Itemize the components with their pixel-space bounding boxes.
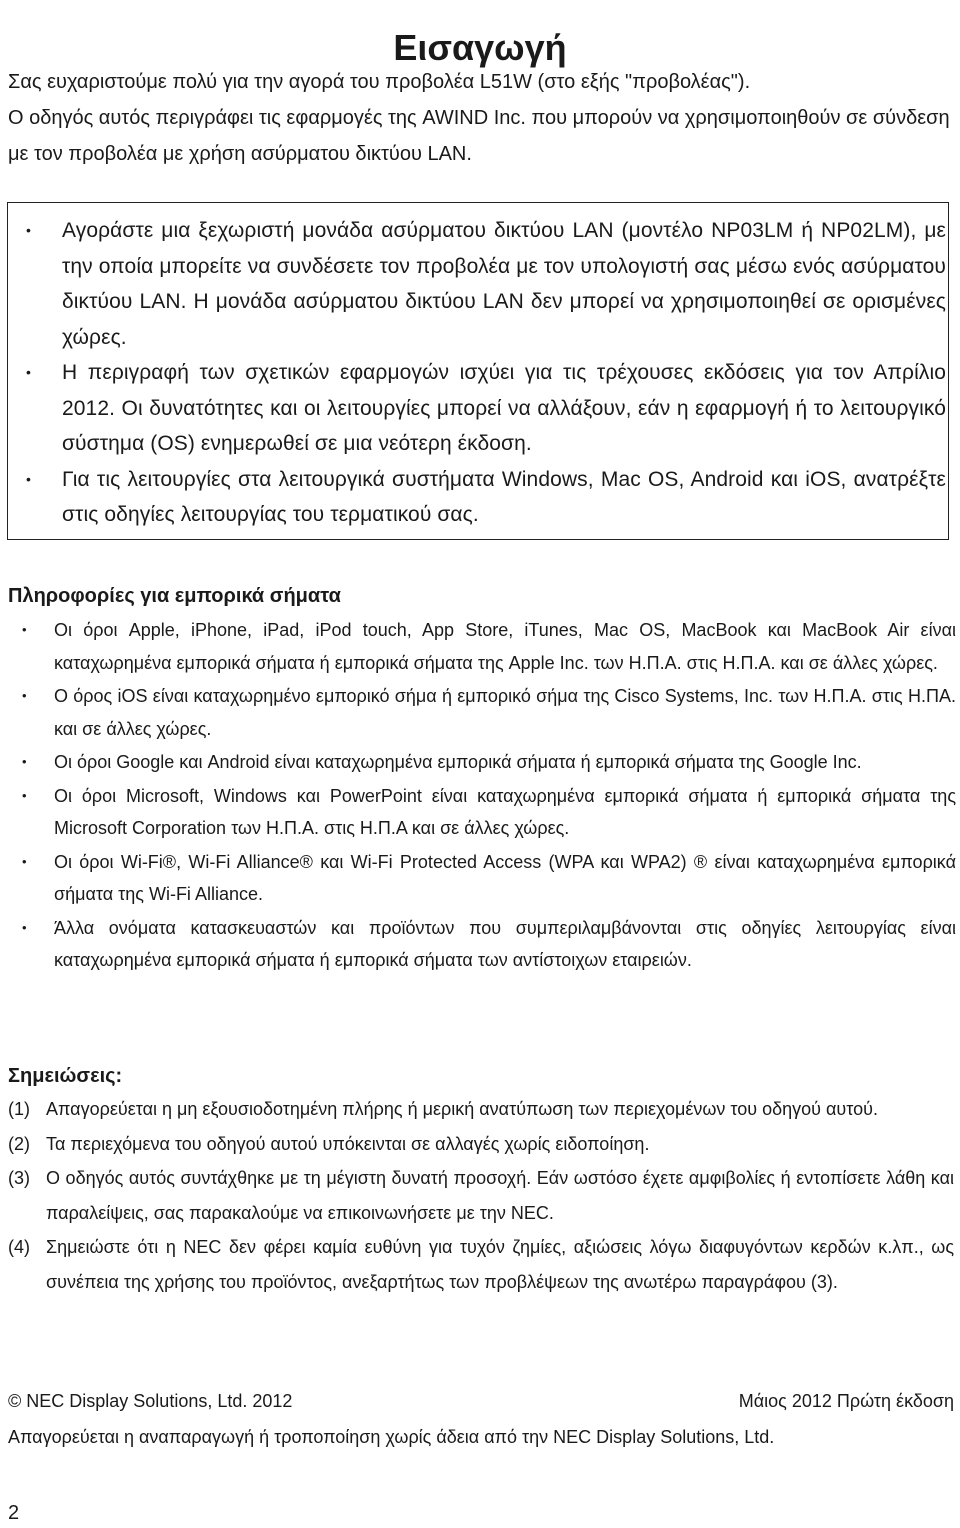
notice-list xyxy=(26,213,946,533)
notes-heading: Σημειώσεις: xyxy=(8,1065,123,1087)
notice-text: Αγοράστε μια ξεχωριστή μονάδα ασύρματου δικτύου LAN (μοντέλο NP03LM ή NP02LM), με την οποία μπορείτε να συνδέσετε τον προβολέα με τον υπολογιστή σας μέσω ενός ασύρματου δικτύου LAN. Η μονάδα ασύρματου δικτύου LAN δεν μπορεί να χρησιμοποιηθεί σε ορισμένες χώρες. xyxy=(62,219,946,349)
trademark-text: Οι όροι Microsoft, Windows και PowerPoint είναι καταχωρημένα εμπορικά σήματα ή εμπορικά σήματα της Microsoft Corporation των Η.Π.Α. στις Η.Π.Α και σε άλλες χώρες. xyxy=(54,785,956,838)
trademark-item xyxy=(22,614,956,679)
notice-item xyxy=(26,213,946,355)
bullet-icon: • xyxy=(26,222,32,238)
note-text: Ο οδηγός αυτός συντάχθηκε με τη μέγιστη δυνατή προσοχή. Εάν ωστόσο έχετε αμφιβολίες ή εντοπίσετε λάθη και παραλείψεις, σας παρακαλούμε να επικοινωνήσετε με την NEC. xyxy=(46,1168,954,1223)
notice-text: Η περιγραφή των σχετικών εφαρμογών ισχύει για τις τρέχουσες εκδόσεις για τον Απρίλιο 2012. Οι δυνατότητες και οι λειτουργίες μπορεί να αλλάξουν, εάν η εφαρμογή ή το λειτουργικό σύστημα (OS) ενημερωθεί σε μια νεότερη έκδοση. xyxy=(62,361,946,455)
trademark-text: Οι όροι Wi-Fi®, Wi-Fi Alliance® και Wi-Fi Protected Access (WPA και WPA2) ® είναι καταχωρημένα εμπορικά σήματα της Wi-Fi Alliance. xyxy=(54,851,956,904)
note-text: Απαγορεύεται η μη εξουσιοδοτημένη πλήρης ή μερική ανατύπωση των περιεχομένων του οδηγού αυτού. xyxy=(46,1099,878,1119)
bullet-icon: • xyxy=(22,754,27,769)
note-item xyxy=(8,1127,954,1162)
bullet-icon: • xyxy=(22,688,27,703)
note-text: Τα περιεχόμενα του οδηγού αυτού υπόκεινται σε αλλαγές χωρίς ειδοποίηση. xyxy=(46,1133,650,1154)
intro-paragraph: Ο οδηγός αυτός περιγράφει τις εφαρμογές της AWIND Inc. που μπορούν να χρησιμοποιηθούν σε σύνδεση με τον προβολέα με χρήση ασύρματου δικτύου LAN. xyxy=(8,107,950,165)
footer-line xyxy=(8,1386,954,1416)
notice-text: Για τις λειτουργίες στα λειτουργικά συστήματα Windows, Mac OS, Android και iOS, ανατρέξτε στις οδηγίες λειτουργίας του τερματικού σας. xyxy=(62,467,946,526)
copyright-text: © NEC Display Solutions, Ltd. 2012 xyxy=(8,1391,293,1411)
trademark-text: Ο όρος iOS είναι καταχωρημένο εμπορικό σήμα ή εμπορικό σήμα της Cisco Systems, Inc. των Η.Π.Α. στις Η.ΠΑ. και σε άλλες χώρες. xyxy=(54,686,956,739)
notice-item xyxy=(26,462,946,533)
bullet-icon: • xyxy=(22,622,27,637)
bullet-icon: • xyxy=(22,787,27,803)
trademark-item xyxy=(22,746,956,779)
edition-text: Μάιος 2012 Πρώτη έκδοση xyxy=(738,1391,954,1411)
trademarks-list xyxy=(22,614,956,978)
trademark-text: Οι όροι Google και Android είναι καταχωρημένα εμπορικά σήματα ή εμπορικά σήματα της Google Inc. xyxy=(54,752,862,772)
note-number: (3) xyxy=(8,1168,30,1188)
page-title: Εισαγωγή xyxy=(393,27,567,69)
trademark-text: Άλλα ονόματα κατασκευαστών και προϊόντων που συμπεριλαμβάνονται στις οδηγίες λειτουργίας είναι καταχωρημένα εμπορικά σήματα ή εμπορικά σήματα των αντίστοιχων εταιρειών. xyxy=(54,917,956,970)
note-item xyxy=(8,1230,954,1299)
notes-list xyxy=(8,1092,954,1299)
trademark-item xyxy=(22,780,956,845)
bullet-icon: • xyxy=(22,853,27,869)
bullet-icon: • xyxy=(26,470,32,487)
notice-box xyxy=(7,202,949,540)
note-number: (4) xyxy=(8,1237,30,1257)
notice-item xyxy=(26,355,946,462)
note-number: (2) xyxy=(8,1133,30,1154)
bullet-icon: • xyxy=(26,364,32,380)
intro-paragraph: Σας ευχαριστούμε πολύ για την αγορά του προβολέα L51W (στο εξής "προβολέας"). xyxy=(8,71,751,93)
trademark-text: Οι όροι Apple, iPhone, iPad, iPod touch, App Store, iTunes, Mac OS, MacBook και MacBook Air είναι καταχωρημένα εμπορικά σήματα ή εμπορικά σήματα της Apple Inc. των Η.Π.Α. στις Η.Π.Α. και σε άλλες χώρες. xyxy=(54,620,956,673)
note-text: Σημειώστε ότι η NEC δεν φέρει καμία ευθύνη για τυχόν ζημίες, αξιώσεις λόγω διαφυγόντων κερδών κ.λπ., ως συνέπεια της χρήσης του προϊόντος, ανεξαρτήτως των προβλέψεων της ανωτέρω παραγράφου (3). xyxy=(46,1237,954,1292)
trademark-item xyxy=(22,846,956,911)
note-item xyxy=(8,1092,954,1127)
rights-text: Απαγορεύεται η αναπαραγωγή ή τροποποίηση χωρίς άδεια από την NEC Display Solutions, Ltd. xyxy=(8,1427,775,1447)
bullet-icon: • xyxy=(22,919,27,935)
note-item xyxy=(8,1161,954,1230)
intro-text xyxy=(8,64,952,172)
trademarks-heading: Πληροφορίες για εμπορικά σήματα xyxy=(8,585,341,607)
note-number: (1) xyxy=(8,1099,30,1119)
page-number: 2 xyxy=(8,1502,20,1524)
trademark-item xyxy=(22,680,956,745)
trademark-item xyxy=(22,912,956,977)
